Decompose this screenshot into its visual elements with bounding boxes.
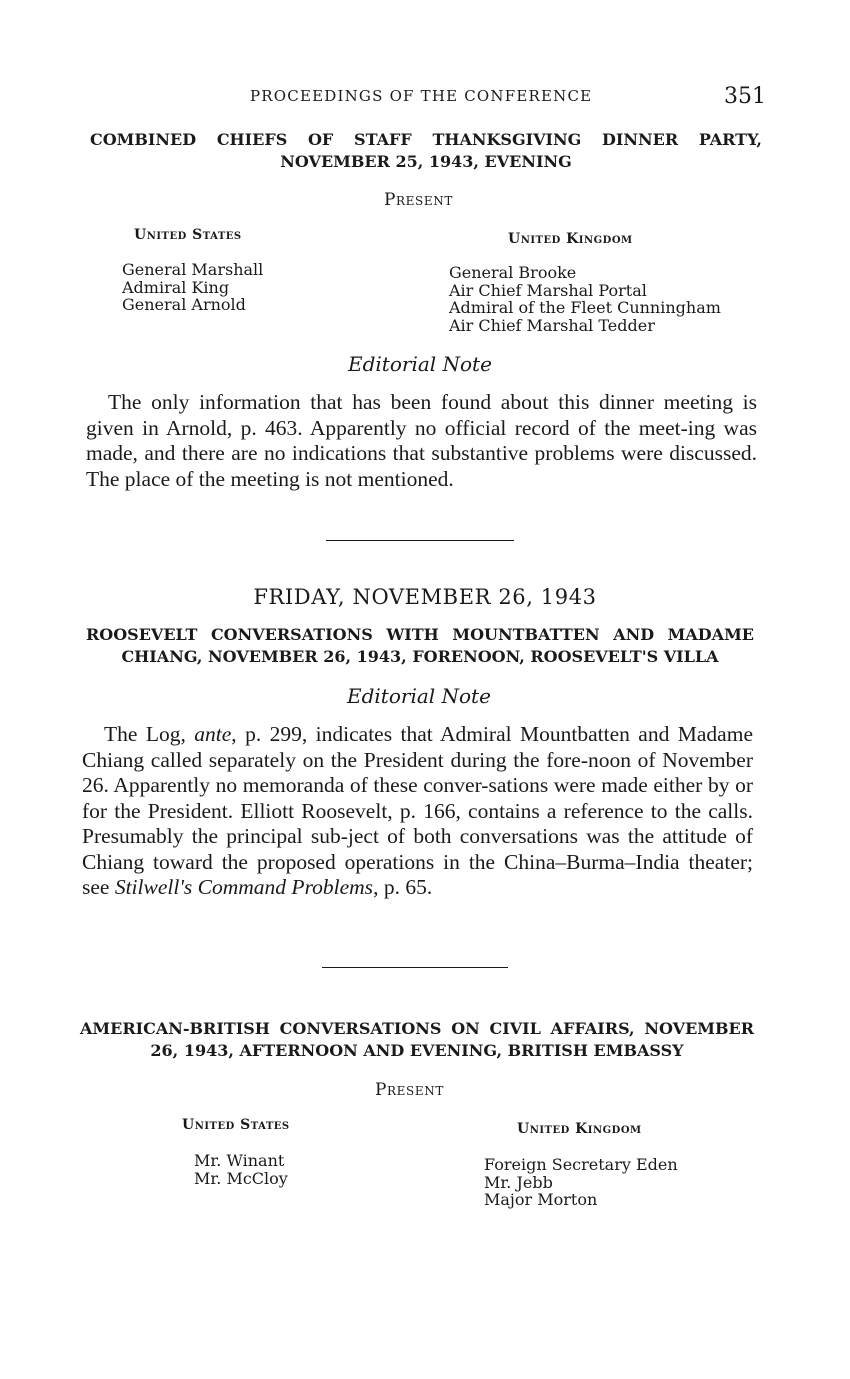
section-divider — [322, 967, 508, 968]
attendee: Admiral King — [122, 277, 230, 297]
section1-us-attendee-list — [122, 261, 263, 314]
attendee: Mr. Winant — [194, 1151, 285, 1170]
note-book-title: Stilwell's Command Problems — [114, 875, 374, 899]
attendee: Mr. McCloy — [194, 1168, 288, 1188]
attendee: General Arnold — [122, 295, 246, 314]
attendee: Major Morton — [484, 1190, 598, 1209]
attendee: Air Chief Marshal Portal — [449, 280, 647, 300]
section1-heading-line1: COMBINED CHIEFS OF STAFF THANKSGIVING DINNER PARTY, — [90, 130, 762, 149]
attendee: Mr. Jebb — [484, 1172, 553, 1192]
attendee: General Brooke — [449, 263, 577, 282]
note-ante: ante — [194, 722, 232, 746]
section1-uk-label: United Kingdom — [508, 231, 633, 247]
section3-heading-line1: AMERICAN-BRITISH CONVERSATIONS ON CIVIL AFFAIRS, NOVEMBER — [80, 1019, 754, 1038]
section3-present-label: Present — [375, 1080, 444, 1100]
section3-us-attendee-list — [194, 1152, 288, 1187]
date-heading: FRIDAY, NOVEMBER 26, 1943 — [253, 585, 597, 609]
section3-uk-attendee-list — [484, 1156, 678, 1209]
section2-editorial-note-label: Editorial Note — [347, 684, 491, 708]
section3-heading — [80, 1018, 754, 1062]
section3-uk-label: United Kingdom — [517, 1121, 642, 1137]
section2-heading — [86, 624, 754, 668]
section2-note-paragraph — [82, 722, 753, 901]
section1-present-label: Present — [384, 190, 453, 210]
running-head: PROCEEDINGS OF THE CONFERENCE — [250, 87, 593, 105]
section1-note-paragraph: The only information that has been found about this dinner meeting is given in Arnold, p. 463. Apparently no official record of the meet-ing was made, and there are no indications that substantive problems were discussed. The place of the meeting is not mentioned. — [86, 390, 757, 491]
section2-heading-line1: ROOSEVELT CONVERSATIONS WITH MOUNTBATTEN AND MADAME — [86, 625, 754, 644]
note-text: The Log, — [104, 722, 195, 746]
note-text: , p. 65. — [373, 875, 433, 899]
section1-us-label: United States — [134, 227, 242, 243]
attendee: Air Chief Marshal Tedder — [449, 315, 655, 335]
section-divider — [326, 540, 514, 541]
attendee: General Marshall — [122, 260, 264, 279]
attendee: Admiral of the Fleet Cunningham — [449, 298, 721, 317]
section1-heading-line2: NOVEMBER 25, 1943, EVENING — [280, 152, 572, 171]
section2-heading-line2: CHIANG, NOVEMBER 26, 1943, FORENOON, ROOSEVELT'S VILLA — [121, 647, 719, 666]
section3-heading-line2: 26, 1943, AFTERNOON AND EVENING, BRITISH EMBASSY — [150, 1041, 684, 1060]
page-number: 351 — [724, 84, 766, 109]
section3-us-label: United States — [182, 1117, 290, 1133]
section1-uk-attendee-list — [449, 264, 721, 334]
section1-heading — [90, 129, 762, 173]
section1-editorial-note-label: Editorial Note — [348, 352, 492, 376]
attendee: Foreign Secretary Eden — [484, 1155, 678, 1174]
note-text: , p. 299, indicates that Admiral Mountbatten and Madame Chiang called separately on the President during the fore-noon of November 26. Apparently no memoranda of these conver-sations were made either by or for the President. Elliott Roosevelt, p. 166, contains a reference to the calls. Presumably the principal sub-ject of both conversations was the attitude of Chiang toward the proposed operations in the China–Burma–India theater; see — [82, 722, 753, 899]
